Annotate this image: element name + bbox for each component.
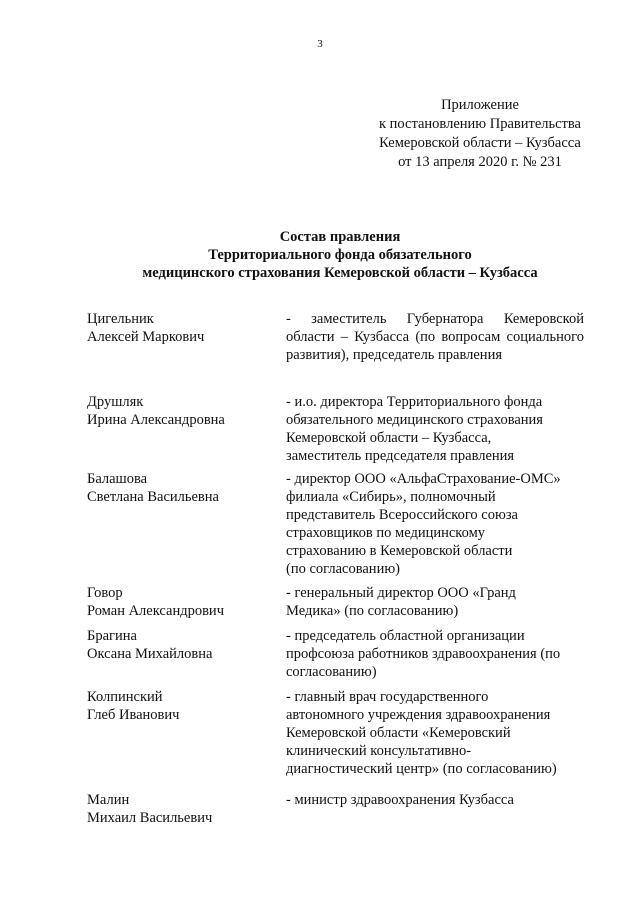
- appendix-line: Кемеровской области – Кузбасса: [379, 135, 581, 151]
- position-line: филиала «Сибирь», полномочный: [286, 489, 496, 505]
- position-line: Медика» (по согласованию): [286, 603, 459, 619]
- member-position: [286, 688, 584, 778]
- position-line: согласованию): [286, 664, 377, 680]
- title-line: медицинского страхования Кемеровской области – Кузбасса: [142, 265, 538, 281]
- member-name: [87, 688, 277, 724]
- member-surname: Колпинский: [87, 689, 163, 705]
- page-number: 3: [317, 38, 323, 50]
- position-line: диагностический центр» (по согласованию): [286, 761, 557, 777]
- member-given-name: Ирина Александровна: [87, 412, 225, 428]
- appendix-block: [368, 96, 592, 172]
- position-line: - министр здравоохранения Кузбасса: [286, 792, 514, 808]
- position-line: - и.о. директора Территориального фонда: [286, 394, 543, 410]
- member-given-name: Глеб Иванович: [87, 707, 180, 723]
- member-name: [87, 310, 277, 346]
- position-line: - директор ООО «АльфаСтрахование-ОМС»: [286, 471, 561, 487]
- member-surname: Друшляк: [87, 394, 144, 410]
- appendix-line: к постановлению Правительства: [379, 116, 581, 132]
- member-surname: Цигельник: [87, 311, 154, 327]
- member-surname: Говор: [87, 585, 123, 601]
- member-surname: Малин: [87, 792, 130, 808]
- position-line: страховщиков по медицинскому: [286, 525, 485, 541]
- position-line: заместитель председателя правления: [286, 448, 515, 464]
- member-position: [286, 470, 584, 578]
- member-position: [286, 393, 584, 465]
- position-line: (по согласованию): [286, 561, 400, 577]
- position-line: профсоюза работников здравоохранения (по: [286, 646, 561, 662]
- member-given-name: Роман Александрович: [87, 603, 224, 619]
- member-position: - заместитель Губернатора Кемеровской области – Кузбасса (по вопросам социального развития), председатель правления: [286, 311, 584, 363]
- member-name: [87, 470, 277, 506]
- position-line: страхованию в Кемеровской области: [286, 543, 513, 559]
- position-line: Кемеровской области «Кемеровский: [286, 725, 511, 741]
- member-surname: Брагина: [87, 628, 137, 644]
- member-name: [87, 791, 277, 827]
- title-line: Состав правления: [279, 229, 401, 245]
- member-position: [286, 584, 584, 620]
- position-line: обязательного медицинского страхования: [286, 412, 543, 428]
- appendix-line: от 13 апреля 2020 г. № 231: [398, 154, 562, 170]
- position-line: автономного учреждения здравоохранения: [286, 707, 551, 723]
- member-surname: Балашова: [87, 471, 148, 487]
- member-name: [87, 393, 277, 429]
- position-line: представитель Всероссийского союза: [286, 507, 518, 523]
- member-given-name: Светлана Васильевна: [87, 489, 219, 505]
- position-line: - главный врач государственного: [286, 689, 489, 705]
- member-name: [87, 627, 277, 663]
- member-given-name: Оксана Михайловна: [87, 646, 213, 662]
- member-given-name: Михаил Васильевич: [87, 810, 213, 826]
- position-line: клинический консультативно-: [286, 743, 472, 759]
- document-title: [100, 228, 580, 282]
- position-line: - председатель областной организации: [286, 628, 525, 644]
- title-line: Территориального фонда обязательного: [208, 247, 472, 263]
- member-name: [87, 584, 277, 620]
- member-position: [286, 791, 584, 809]
- position-line: - генеральный директор ООО «Гранд: [286, 585, 516, 601]
- position-line: Кемеровской области – Кузбасса,: [286, 430, 492, 446]
- member-given-name: Алексей Маркович: [87, 329, 205, 345]
- member-position: [286, 627, 584, 681]
- appendix-line: Приложение: [441, 97, 519, 113]
